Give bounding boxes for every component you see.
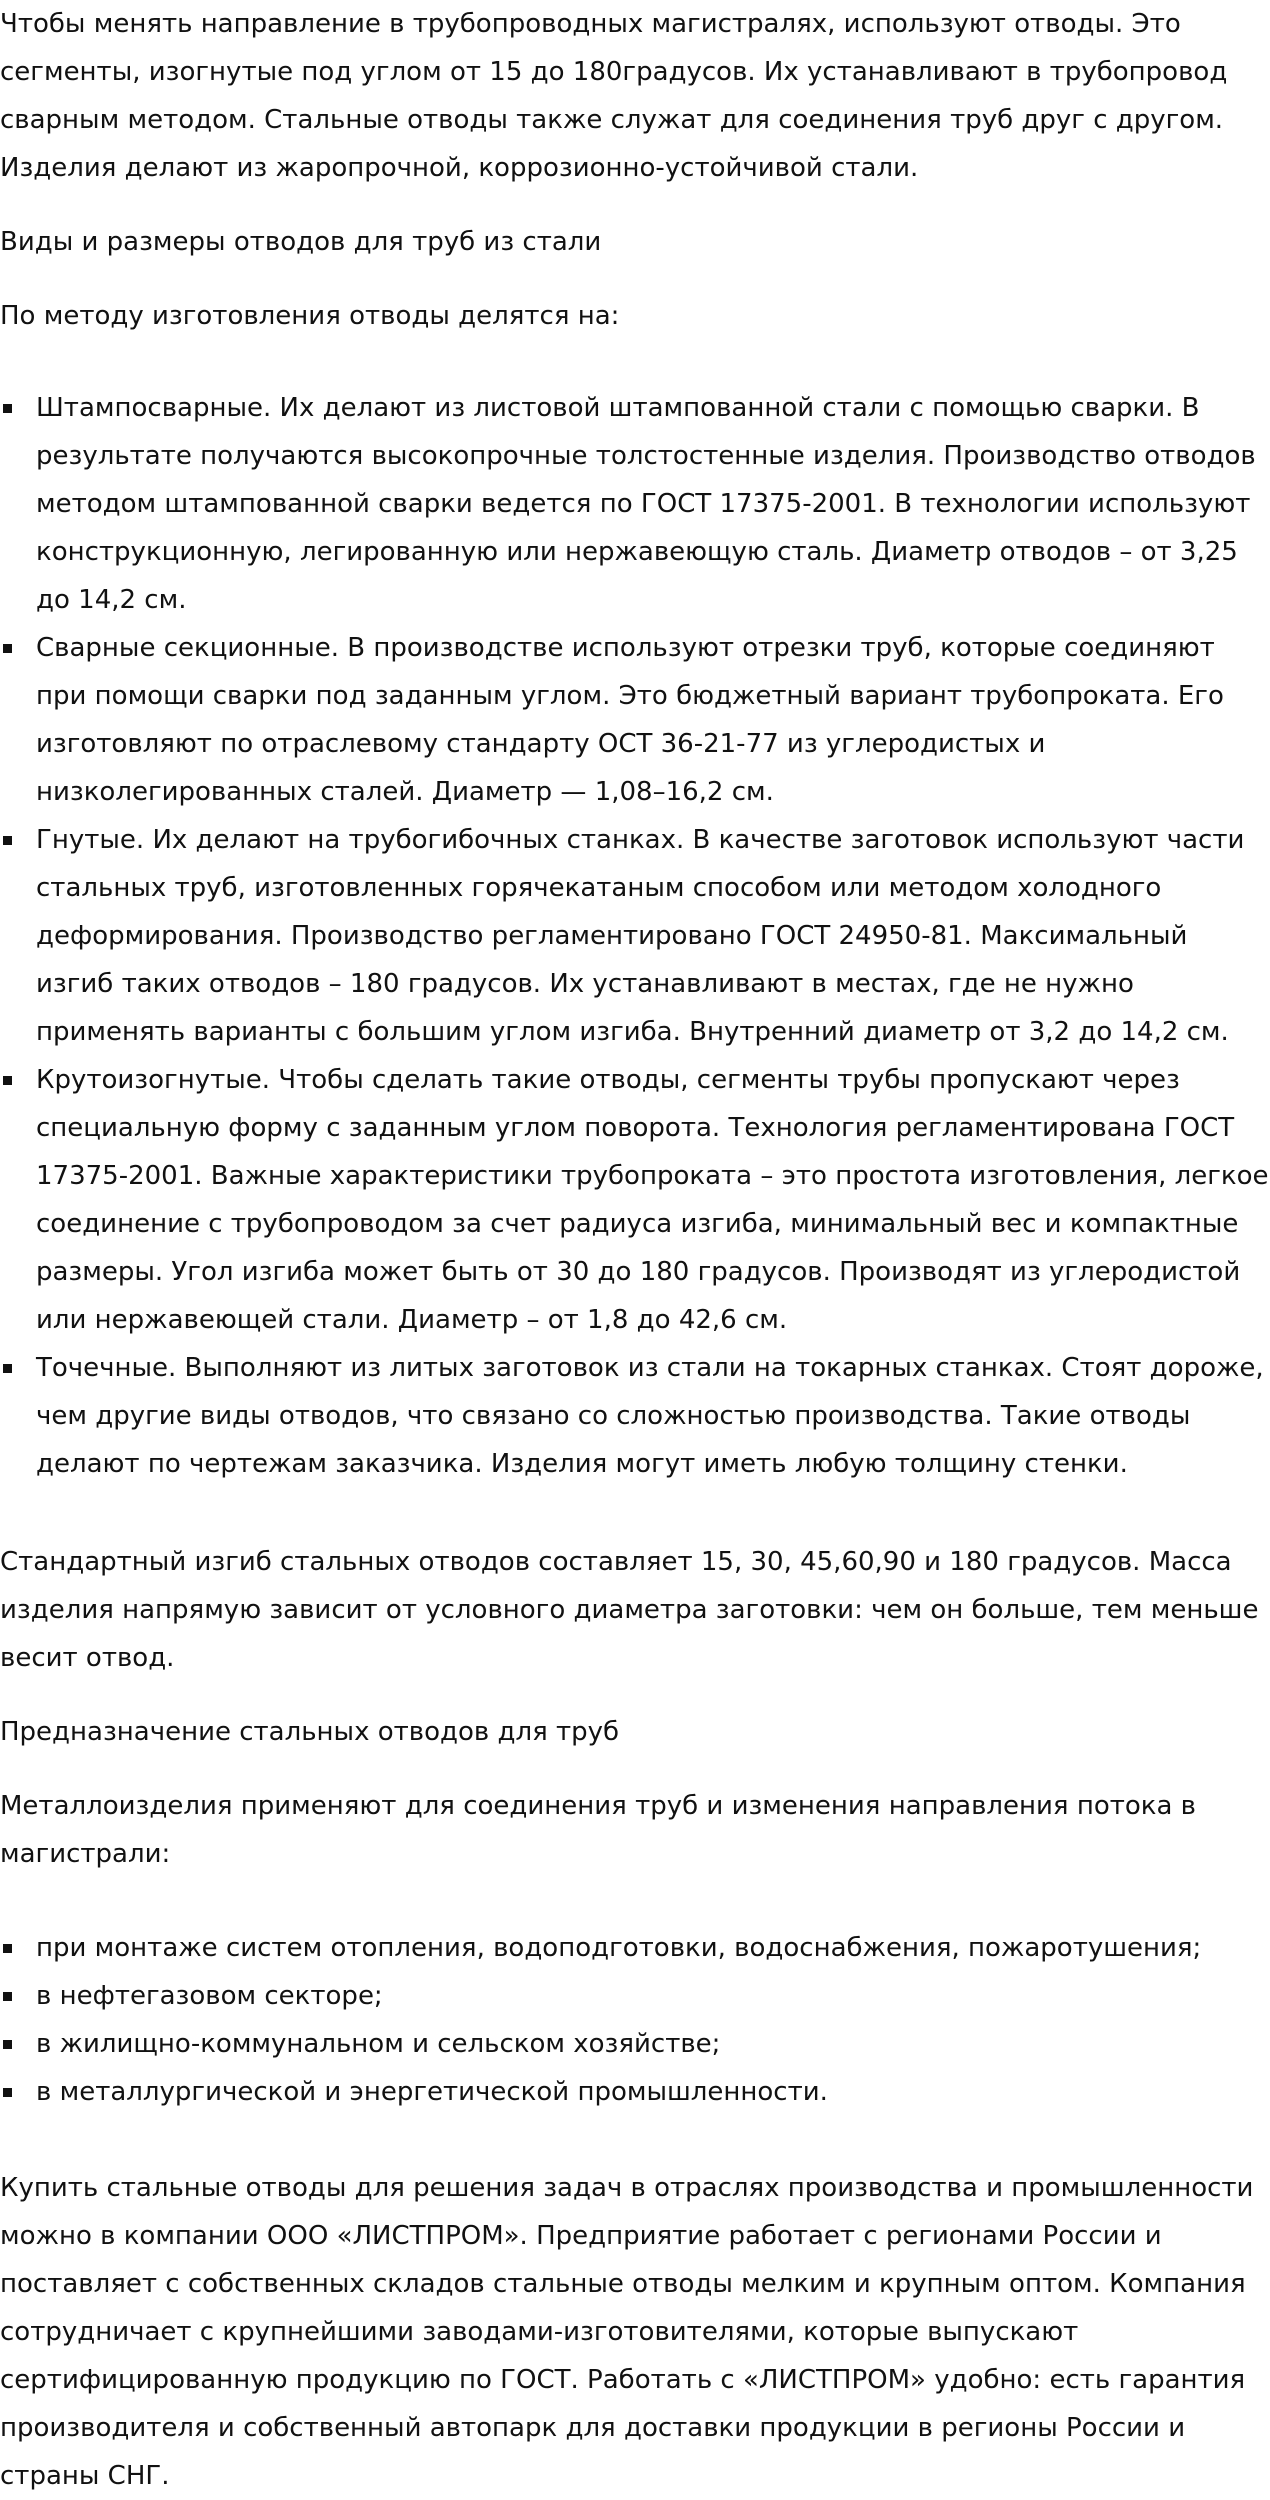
- uses-list: [0, 1924, 1270, 2116]
- standard-bend-paragraph: Стандартный изгиб стальных отводов составляет 15, 30, 45,60,90 и 180 градусов. Масса изделия напрямую зависит от условного диаметра заготовки: чем он больше, тем меньше весит отвод.: [0, 1547, 1259, 1673]
- company-paragraph: Купить стальные отводы для решения задач в отраслях производства и промышленности можно в компании ООО «ЛИСТПРОМ». Предприятие работает с регионами России и поставляет с собственных складов стальные отводы мелким и крупным оптом. Компания сотрудничает с крупнейшими заводами-изготовителями, которые выпускают сертифицированную продукцию по ГОСТ. Работать с «ЛИСТПРОМ» удобно: есть гарантия производителя и собственный автопарк для доставки продукции в регионы России и страны СНГ.: [0, 2173, 1254, 2491]
- types-lead-paragraph: По методу изготовления отводы делятся на:: [0, 301, 620, 331]
- list-item: Точечные. Выполняют из литых заготовок из стали на токарных станках. Стоят дороже, чем другие виды отводов, что связано со сложностью производства. Такие отводы делают по чертежам заказчика. Изделия могут иметь любую толщину стенки.: [0, 1344, 1270, 1488]
- list-item: в металлургической и энергетической промышленности.: [0, 2068, 1270, 2116]
- list-item: Гнутые. Их делают на трубогибочных станках. В качестве заготовок используют части стальных труб, изготовленных горячекатаным способом или методом холодного деформирования. Производство регламентировано ГОСТ 24950-81. Максимальный изгиб таких отводов – 180 градусов. Их устанавливают в местах, где не нужно применять варианты с большим углом изгиба. Внутренний диаметр от 3,2 до 14,2 см.: [0, 816, 1270, 1056]
- section-heading-types: Виды и размеры отводов для труб из стали: [0, 227, 602, 257]
- types-list: [0, 384, 1270, 1488]
- list-item: Крутоизогнутые. Чтобы сделать такие отводы, сегменты трубы пропускают через специальную форму с заданным углом поворота. Технология регламентирована ГОСТ 17375-2001. Важные характеристики трубопроката – это простота изготовления, легкое соединение с трубопроводом за счет радиуса изгиба, минимальный вес и компактные размеры. Угол изгиба может быть от 30 до 180 градусов. Производят из углеродистой или нержавеющей стали. Диаметр – от 1,8 до 42,6 см.: [0, 1056, 1270, 1344]
- intro-paragraph: Чтобы менять направление в трубопроводных магистралях, используют отводы. Это сегменты, изогнутые под углом от 15 до 180градусов. Их устанавливают в трубопровод сварным методом. Стальные отводы также служат для соединения труб друг с другом. Изделия делают из жаропрочной, коррозионно-устойчивой стали.: [0, 9, 1228, 183]
- list-item: в нефтегазовом секторе;: [0, 1972, 1270, 2020]
- section-heading-purpose: Предназначение стальных отводов для труб: [0, 1717, 620, 1747]
- list-item: Штампосварные. Их делают из листовой штампованной стали с помощью сварки. В результате получаются высокопрочные толстостенные изделия. Производство отводов методом штампованной сварки ведется по ГОСТ 17375-2001. В технологии используют конструкционную, легированную или нержавеющую сталь. Диаметр отводов – от 3,25 до 14,2 см.: [0, 384, 1270, 624]
- purpose-lead-paragraph: Металлоизделия применяют для соединения труб и изменения направления потока в магистрали:: [0, 1791, 1196, 1869]
- list-item: при монтаже систем отопления, водоподготовки, водоснабжения, пожаротушения;: [0, 1924, 1270, 1972]
- list-item: Сварные секционные. В производстве используют отрезки труб, которые соединяют при помощи сварки под заданным углом. Это бюджетный вариант трубопроката. Его изготовляют по отраслевому стандарту ОСТ 36-21-77 из углеродистых и низколегированных сталей. Диаметр — 1,08–16,2 см.: [0, 624, 1270, 816]
- list-item: в жилищно-коммунальном и сельском хозяйстве;: [0, 2020, 1270, 2068]
